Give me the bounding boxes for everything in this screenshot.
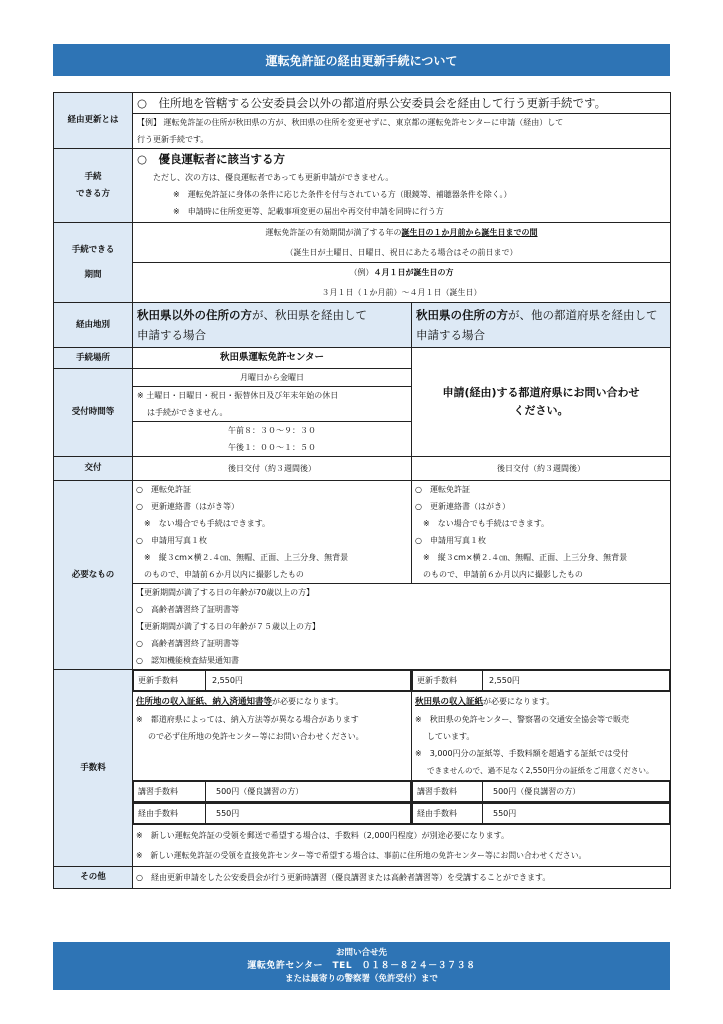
shoshi-left-note-2: ので必ず住所地の免許センター等にお問い合わせください。 xyxy=(148,732,364,741)
kikan-line1-bold: 誕生日の１か月前から誕生日までの間 xyxy=(401,228,538,237)
hitsuyo-right-item: ○ 申請用写真１枚 xyxy=(415,536,486,545)
chiiki-left xyxy=(133,303,412,348)
keiyu-example-2: 行う更新手続です。 xyxy=(137,135,209,144)
jikan-right-2: ください。 xyxy=(513,404,569,417)
row-kikan-example xyxy=(54,263,671,303)
koshu-fee-right: 500円（優良講習の方） xyxy=(483,782,670,802)
yuryo-item-1: ※ 運転免許証に身体の条件に応じた条件を付与されている方（眼鏡等、補聴器条件を除く。） xyxy=(173,190,512,199)
chiiki-right-rest1: が、他の都道府県を経由して xyxy=(508,308,658,322)
shoshi-left-rest: が必要になります。 xyxy=(272,697,344,706)
koshin-fee-label-right: 更新手数料 xyxy=(413,671,483,691)
hitsuyo-common xyxy=(133,584,671,670)
chiiki-right-rest2: 申請する場合 xyxy=(416,328,485,342)
page-title: 運転免許証の経由更新手続について xyxy=(53,44,670,76)
koshu-fee-left: 500円（優良講習の方） xyxy=(206,782,411,802)
chiiki-right xyxy=(412,303,671,348)
kikan-example-pre: （例） xyxy=(349,268,374,277)
shoshi-right-note-4: できませんので、過不足なく2,550円分の証紙をご用意ください。 xyxy=(427,766,654,775)
hitsuyo-common-item: ○ 認知機能検査結果通知書 xyxy=(136,656,239,665)
tesuryo-foot-2: ※ 新しい運転免許証の受領を直接免許センター等で希望する場合は、事前に住所地の免許センター等にお問い合わせください。 xyxy=(136,851,587,860)
label-basho: 手続場所 xyxy=(54,348,133,369)
jikan-right xyxy=(412,348,671,457)
hitsuyo-common-item: 【更新期間が満了する日の年齢が７５歳以上の方】 xyxy=(136,622,320,631)
label-tesuryo: 手数料 xyxy=(54,670,133,867)
hitsuyo-left-item: ○ 運転免許証 xyxy=(136,485,191,494)
label-tetsuzuki xyxy=(54,149,133,223)
row-tesuryo-koshu xyxy=(54,781,671,803)
keiyu-fee-left: 550円 xyxy=(206,804,411,824)
hitsuyo-left-item: ○ 更新連絡書（はがき等） xyxy=(136,502,239,511)
hitsuyo-left-item: ※ 縦３cm×横２.４㎝、無帽、正面、上三分身、無背景 xyxy=(136,553,349,562)
jikan-right-1: 申請(経由)する都道府県にお問い合わせ xyxy=(442,386,640,399)
label-sonota: その他 xyxy=(54,867,133,889)
kikan-line1-pre: 運転免許証の有効期間が満了する年の xyxy=(265,228,402,237)
shoshi-right-note-1: ※ 秋田県の免許センター、警察署の交通安全協会等で販売 xyxy=(415,715,630,724)
hitsuyo-common-item: 【更新期間が満了する日の年齢が70歳以上の方】 xyxy=(136,588,315,597)
hitsuyo-right xyxy=(412,481,671,584)
jikan-note-2: は手続ができません。 xyxy=(147,408,228,417)
shoshi-left xyxy=(133,692,412,781)
label-chiiki: 経由地別 xyxy=(54,303,133,348)
shoshi-right-note-3: ※ 3,000円分の証紙等、手数料額を超過する証紙では受付 xyxy=(415,749,629,758)
koshin-fee-label-left: 更新手数料 xyxy=(134,671,206,691)
label-kikan xyxy=(54,223,133,303)
hitsuyo-left-item: ※ ない場合でも手続はできます。 xyxy=(136,519,271,528)
hitsuyo-common-item: ○ 高齢者講習終了証明書等 xyxy=(136,605,239,614)
row-hitsuyo-common xyxy=(54,584,671,670)
jikan-note-1: ※ 土曜日・日曜日・祝日・振替休日及び年末年始の休日 xyxy=(133,386,411,404)
label-tetsuzuki-1: 手続 xyxy=(84,172,102,183)
label-keiyu: 経由更新とは xyxy=(54,93,133,149)
chiiki-left-rest1: が、秋田県を経由して xyxy=(252,308,367,322)
row-kofu xyxy=(54,457,671,481)
koshin-fee-right: 2,550円 xyxy=(483,671,670,691)
tesuryo-foot-1: ※ 新しい運転免許証の受領を郵送で希望する場合は、手数料（2,000円程度）が別途必要になります。 xyxy=(136,831,509,840)
keiyu-fee-label-left: 経由手数料 xyxy=(134,804,206,824)
shoshi-right-bold: 秋田県の収入証紙 xyxy=(415,697,484,707)
label-kofu: 交付 xyxy=(54,457,133,481)
hitsuyo-right-item: のもので、申請前６か月以内に撮影したもの xyxy=(415,570,583,579)
chiiki-left-bold: 秋田県以外の住所の方 xyxy=(137,308,252,322)
hitsuyo-left xyxy=(133,481,412,584)
label-tetsuzuki-2: できる方 xyxy=(75,188,110,199)
row-tesuryo-koshin xyxy=(54,670,671,692)
kofu-right: 後日交付（約３週間後） xyxy=(412,457,671,481)
hitsuyo-right-item: ○ 更新連絡書（はがき） xyxy=(415,502,510,511)
yuryo-item-2: ※ 申請時に住所変更等、記載事項変更の届出や再交付申請を同時に行う方 xyxy=(173,207,444,216)
chiiki-right-bold: 秋田県の住所の方 xyxy=(416,308,508,322)
label-kikan-2: 期間 xyxy=(84,269,102,280)
hitsuyo-left-item: のもので、申請前６か月以内に撮影したもの xyxy=(136,570,304,579)
hitsuyo-right-item: ※ ない場合でも手続はできます。 xyxy=(415,519,550,528)
row-chiiki xyxy=(54,303,671,348)
jikan-pm: 午後１：００～１：５０ xyxy=(228,443,316,452)
footer-police: または最寄りの警察署（免許受付）まで xyxy=(284,973,438,984)
row-basho xyxy=(54,348,671,369)
basho-value: 秋田県運転免許センター xyxy=(133,348,412,369)
row-tetsuzuki xyxy=(54,149,671,223)
kikan-example-line2: ３月１日（１か月前）～４月１日（誕生日） xyxy=(321,288,482,297)
koshu-fee-label-right: 講習手数料 xyxy=(413,782,483,802)
row-tesuryo-keiyu xyxy=(54,803,671,825)
label-jikan: 受付時間等 xyxy=(54,369,133,457)
chiiki-left-rest2: 申請する場合 xyxy=(137,328,206,342)
yuryo-heading: ○ 優良運転者に該当する方 xyxy=(137,152,286,166)
keiyu-definition: ○ 住所地を管轄する公安委員会以外の都道府県公安委員会を経由して行う更新手続です。 xyxy=(137,96,607,110)
keiyu-fee-label-right: 経由手数料 xyxy=(413,804,483,824)
keiyu-example-1: 【例】 運転免許証の住所が秋田県の方が、秋田県の住所を変更せずに、東京都の運転免許センターに申請（経由）して xyxy=(133,113,670,131)
shoshi-right xyxy=(412,692,671,781)
hitsuyo-right-item: ※ 縦３cm×横２.４㎝、無帽、正面、上三分身、無背景 xyxy=(415,553,628,562)
label-hitsuyo: 必要なもの xyxy=(54,481,133,670)
yuryo-note: ただし、次の方は、優良運転者であっても更新申請ができません。 xyxy=(153,173,394,182)
hitsuyo-right-item: ○ 運転免許証 xyxy=(415,485,470,494)
sonota-value: ○ 経由更新申請をした公安委員会が行う更新時講習（優良講習または高齢者講習等）を受講することができます。 xyxy=(133,867,671,889)
shoshi-right-note-2: しています。 xyxy=(427,732,475,741)
hitsuyo-common-item: ○ 高齢者講習終了証明書等 xyxy=(136,639,239,648)
contact-footer xyxy=(53,942,670,990)
row-keiyu xyxy=(54,93,671,149)
shoshi-left-note-1: ※ 都道府県によっては、納入方法等が異なる場合があります xyxy=(136,715,359,724)
row-tesuryo-shoshi xyxy=(54,692,671,781)
row-tesuryo-foot xyxy=(54,825,671,867)
kikan-line2: （誕生日が土曜日、日曜日、祝日にあたる場合はその前日まで） xyxy=(285,248,518,257)
jikan-days: 月曜日から金曜日 xyxy=(240,373,304,382)
label-kikan-1: 手続できる xyxy=(71,245,115,256)
footer-heading: お問い合せ先 xyxy=(335,947,387,958)
shoshi-left-bold: 住所地の収入証紙、納入済通知書等 xyxy=(136,697,273,707)
row-sonota xyxy=(54,867,671,889)
row-kikan xyxy=(54,223,671,263)
procedure-table xyxy=(53,92,671,889)
footer-phone: 運転免許センター TEL ０１８－８２４－３７３８ xyxy=(247,960,476,971)
koshu-fee-label-left: 講習手数料 xyxy=(134,782,206,802)
kofu-left: 後日交付（約３週間後） xyxy=(133,457,412,481)
kikan-example-bold: ４月１日が誕生日の方 xyxy=(373,268,454,277)
keiyu-fee-right: 550円 xyxy=(483,804,670,824)
row-hitsuyo xyxy=(54,481,671,584)
jikan-am: 午前８：３０～９：３０ xyxy=(133,421,411,439)
tesuryo-foot xyxy=(133,825,671,867)
shoshi-right-rest: が必要になります。 xyxy=(483,697,555,706)
hitsuyo-left-item: ○ 申請用写真１枚 xyxy=(136,536,207,545)
koshin-fee-left: 2,550円 xyxy=(206,671,411,691)
